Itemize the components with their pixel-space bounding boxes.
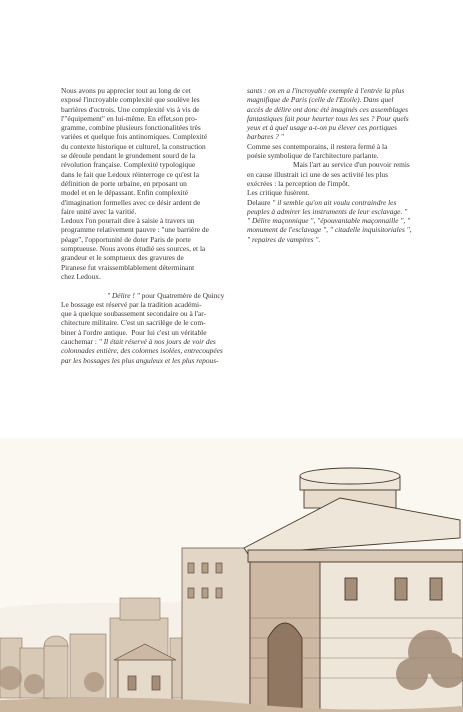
paragraph: Nous avons pu apprecier tout au long de cet exposé l'incroyable complexité que soulève les barrières d'octrois. Une complexité vis à vis de l'"équipement" en lui-même. En effet,son pro- gramme, combine plusieurs fonctionalitées très variées et quelque fois antinomiques. Complexité du contexte historique et culturel, la construction se déroule pendant le grondement sourd de la révolution française. Complexité typologique dans le fait que Ledoux réinterroge ce qu'est la définition de porte urbaine, en prposant un model et en le dépassant. Enfin complexité d'imagination formelles avec ce désir ardent de faire unité avec la varitié. <box>61 86 208 216</box>
paragraph: Les critique fusèrent. <box>247 188 310 198</box>
paragraph-text: Le bossage est réservé par la tradition académi- que à quelque soubassement secondaire ou à l'ar- chitecture militaire. C'est un sacrilège de le com- biner à l'ordre antique. Pour lui c'est un véritable cauchemar : <box>61 299 207 347</box>
text-column-right <box>247 86 423 244</box>
critique-quotes: " il semble qu'on ait voulu contraindre les peuples à admirer les instruments de leur esclavage. " " Délire maçonnique ", "épouvantable maçonnaille ", " monument de l'esclavage ", " citadelle inquisitoriales ", " repaires de vampires ". <box>247 197 412 244</box>
paragraph-gap <box>61 281 231 290</box>
paragraph-lead: Delaure <box>247 197 273 207</box>
text-column-left <box>61 86 231 365</box>
quote-lead <box>61 291 231 300</box>
quotation-italic: " Il était réservé à nos jours de voir des colonnades entière, des colonnes isolées, entrecoupées par les bossages les plus anguleux et les plus repous- <box>61 337 223 365</box>
paragraph <box>247 198 423 244</box>
quotation-continued: sants : on en a l'incroyable exemple à l'entrée la plus magnifique de Paris (celle de l'Etoile). Dans quel accès de délire ont donc été imaginés ces assemblages fantastiques fait pour heurter tous les ses ? Pour quels yeux et à quel usage a-t-on pu élever ces portiques barbares ? " <box>247 86 409 142</box>
quote-lead-italic: " Délire ! " <box>107 290 140 300</box>
paragraph <box>61 300 231 365</box>
paragraph: en cause illustrait ici une de ses activité les plus exécrées : la perception de l'impôt. <box>247 169 388 188</box>
quote-lead-rest: pour Quatremère de Quincy <box>139 290 225 300</box>
paragraph: Ledoux l'on pourrait dire à saisie à travers un programme relativement pauvre : "une barrière de péage", l'opportunité de doter Paris de porte somptueuse. Nous avons étudié ses sources, et la grandeur et le somptueux des gravures de Piranese fut vraissemblablement déterminant chez Ledoux. <box>61 216 209 281</box>
paragraph-first-line: Mais l'art au service d'un pouvoir remis <box>293 160 410 170</box>
middle-building <box>182 548 252 708</box>
sepia-sketch-illustration <box>0 438 463 712</box>
paragraph: Comme ses contemporains, il restera fermé à la poésie symbolique de l'architecture parlante. <box>247 141 388 161</box>
